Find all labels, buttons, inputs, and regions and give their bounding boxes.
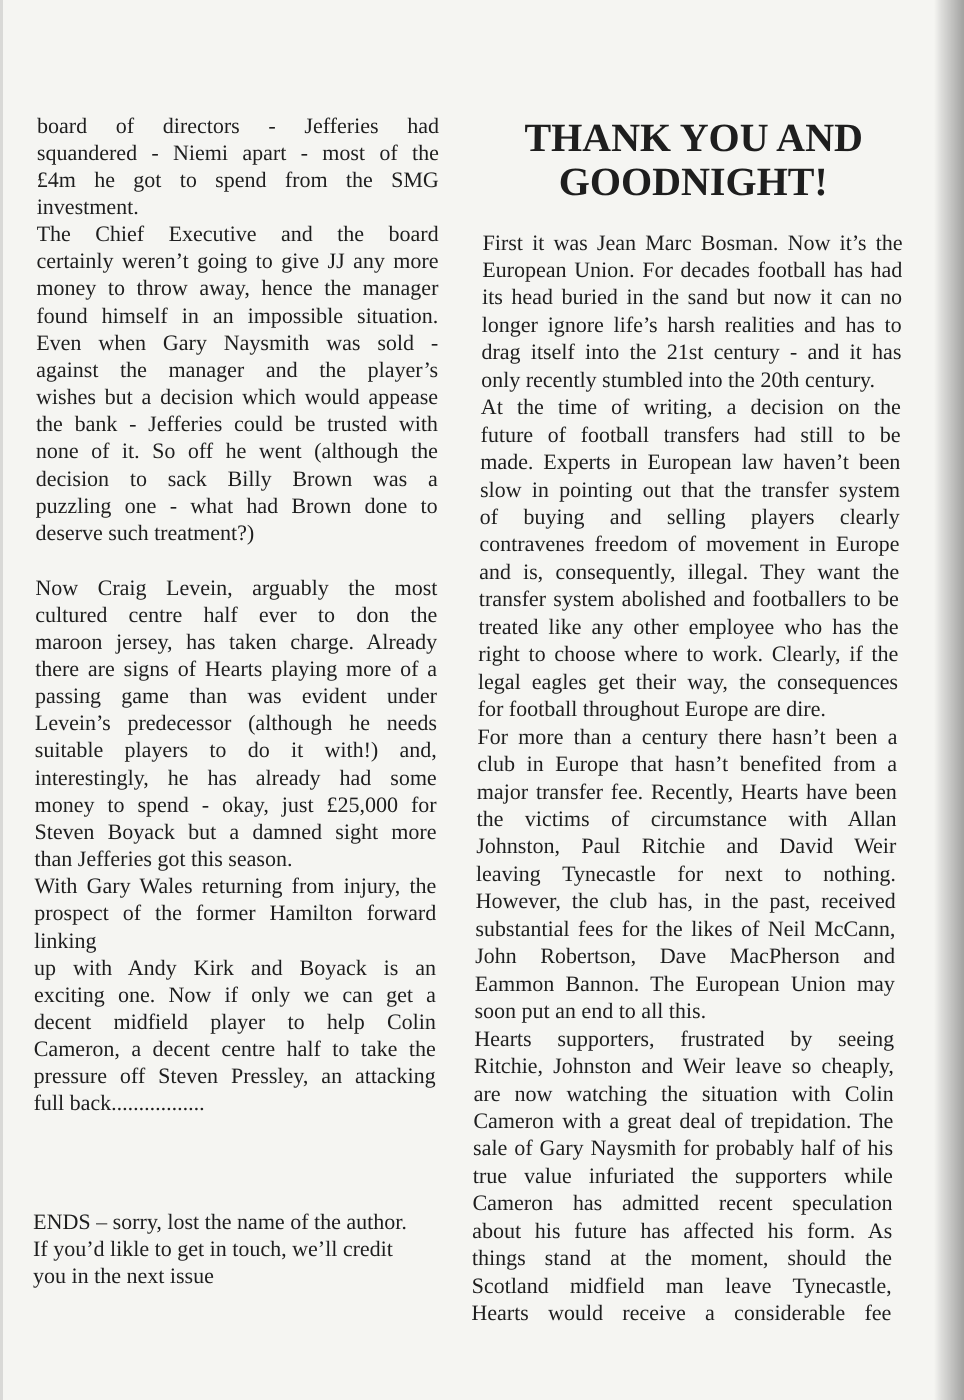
text-line: money to throw away, hence the manager [36,275,439,301]
text-line: However, the club has, in the past, received [475,888,896,914]
text-line: decent midfield player to help Colin [33,1009,436,1034]
text-line: against the manager and the player’s [36,356,439,382]
text-line: you in the next issue [32,1262,214,1288]
text-line: ENDS – sorry, lost the name of the author. [33,1208,407,1234]
text-line: £4m he got to spend from the SMG [36,166,439,192]
text-line: The Chief Executive and the board [36,221,439,247]
text-line: treated like any other employee who has the [478,613,899,639]
text-line: maroon jersey, has taken charge. Already [35,628,438,654]
text-line: longer ignore life’s harsh realities and has to [481,311,902,337]
text-line: deserve such treatment?) [35,519,255,545]
text-line: For more than a century there hasn’t been a [477,723,898,749]
text-line: exciting one. Now if only we can get a [33,981,437,1007]
text-line: Levein’s predecessor (although he needs [34,710,437,736]
text-line: up with Andy Kirk and Boyack is an [34,954,437,980]
text-line: right to choose where to work. Clearly, if the [478,641,899,667]
text-line: found himself in an impossible situation. [36,302,439,328]
text-line: With Gary Wales returning from injury, the [34,873,437,899]
text-line: future of football transfers had still to be [480,421,901,447]
text-line: full back................. [33,1090,205,1116]
text-line: substantial fees for the likes of Neil McCann, [475,915,896,941]
text-line: puzzling one - what had Brown done to [35,492,438,518]
text-line: club in Europe that hasn’t benefited from a [477,751,898,777]
text-line: than Jefferies got this season. [34,846,293,872]
text-line: Now Craig Levein, arguably the most [35,574,438,600]
text-line: investment. [36,193,139,219]
text-line: decision to sack Billy Brown was a [35,465,438,491]
text-line: and is, consequently, illegal. They want the [479,558,900,584]
text-line: only recently stumbled into the 20th century. [481,366,876,392]
text-line: Even when Gary Naysmith was sold - [36,329,439,355]
headline-line: THANK YOU AND [524,114,864,160]
text-line: true value infuriated the supporters while [472,1162,893,1188]
text-line: are now watching the situation with Colin [473,1080,894,1106]
text-line: none of it. So off he went (although the [35,438,438,464]
text-line: of buying and selling players clearly [479,504,900,530]
headline-line: GOODNIGHT! [558,158,828,204]
text-line: Eammon Bannon. The European Union may [474,970,895,996]
text-line: transfer system abolished and footballers to be [478,586,900,612]
text-line: squandered - Niemi apart - most of the [36,139,439,165]
text-line: Cameron with a great deal of trepidation. The [473,1108,894,1133]
text-line: wishes but a decision which would appease [36,384,439,410]
text-line: Cameron, a decent centre half to take the [33,1036,436,1062]
book-spine-shadow [934,0,964,1400]
text-line: passing game than was evident under [34,683,438,709]
article-headline [483,116,904,204]
text-line: contravenes freedom of movement in Europe [479,531,900,557]
text-line: legal eagles get their way, the consequences [477,668,899,694]
text-line: prospect of the former Hamilton forward [34,900,437,926]
text-line: Hearts would receive a considerable fee [471,1300,892,1326]
text-line: linking [34,927,97,953]
text-line: pressure off Steven Pressley, an attacking [33,1063,436,1089]
text-line: for football throughout Europe are dire. [477,696,827,722]
text-line: If you’d likle to get in touch, we’ll credit [33,1235,393,1261]
text-line: things stand at the moment, should the [471,1245,893,1271]
text-line: major transfer fee. Recently, Hearts have been [476,778,897,804]
text-line: board of directors - Jefferies had [36,112,440,138]
text-line: interestingly, he has already had some [34,764,437,790]
text-line: At the time of writing, a decision on the [480,394,902,420]
paragraph [481,229,903,394]
text-line: Steven Boyack but a damned sight more [34,818,437,844]
text-line: Ritchie, Johnston and Weir leave so cheaply, [473,1053,895,1079]
text-line: the bank - Jefferies could be trusted with [35,411,439,437]
text-line: Scotland midfield man leave Tynecastle, [471,1272,892,1298]
text-line: Cameron has admitted recent speculation [472,1190,893,1216]
text-line: First it was Jean Marc Bosman. Now it’s the [482,229,903,255]
text-line: soon put an end to all this. [474,998,707,1024]
paragraph [478,393,901,722]
paragraph [474,723,897,1025]
paragraph [471,1025,894,1327]
text-line: about his future has affected his form. As [472,1217,893,1243]
text-line: cultured centre half ever to don the [35,601,438,627]
article-body [471,229,902,1327]
text-line: Johnston, Paul Ritchie and David Weir [476,833,897,859]
text-line: its head buried in the sand but now it can no [481,284,903,310]
text-line: money to spend - okay, just £25,000 for [34,791,437,817]
text-line: sale of Gary Naysmith for probably half of his [472,1135,894,1161]
text-line: made. Experts in European law haven’t been [480,449,901,475]
text-line: there are signs of Hearts playing more of a [35,655,438,681]
text-line: certainly weren’t going to give JJ any more [36,248,439,274]
text-line: suitable players to do it with!) and, [34,737,437,763]
text-line: the victims of circumstance with Allan [476,806,897,832]
text-line: slow in pointing out that the transfer system [479,476,901,502]
text-line: European Union. For decades football has had [482,256,903,282]
text-line: leaving Tynecastle for next to nothing. [475,860,897,886]
text-line: John Robertson, Dave MacPherson and [475,943,896,969]
text-line: drag itself into the 21st century - and it has [481,339,902,365]
text-line: Hearts supporters, frustrated by seeing [474,1025,895,1051]
